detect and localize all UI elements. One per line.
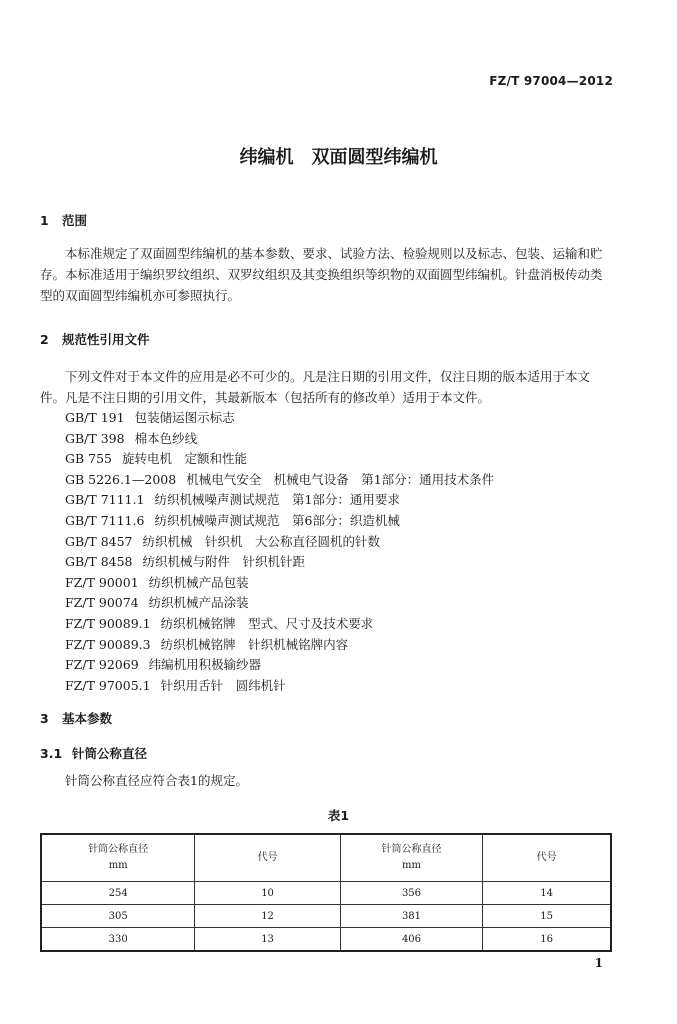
reference-item: [65, 408, 625, 429]
reference-code: FZ/T 90089.1: [65, 615, 151, 631]
subsection-3-1-text: 针筒公称直径应符合表1的规定。: [65, 773, 248, 788]
section-number: 2: [40, 332, 49, 347]
reference-item: [65, 429, 625, 450]
reference-item: [65, 614, 625, 635]
section-title: 基本参数: [62, 711, 113, 726]
reference-code: FZ/T 90074: [65, 595, 139, 611]
normative-references-list: [65, 408, 625, 696]
reference-code: GB/T 8457: [65, 533, 133, 549]
page-number: 1: [594, 956, 603, 970]
reference-code: FZ/T 90001: [65, 574, 139, 590]
table-cell: 356: [340, 882, 483, 905]
table-row: [41, 905, 611, 928]
reference-code: GB/T 8458: [65, 554, 133, 570]
section-1-heading: [40, 211, 87, 229]
reference-code: FZ/T 90089.3: [65, 636, 151, 652]
reference-title: 纺织机械产品涂装: [148, 595, 249, 611]
subsection-number: 3.1: [40, 746, 63, 761]
reference-item: [65, 655, 625, 676]
reference-code: GB/T 7111.1: [65, 492, 145, 508]
table-cell: 305: [41, 905, 195, 928]
table-cell: 406: [340, 928, 483, 952]
document-title: 纬编机 双面圆型纬编机: [239, 147, 438, 168]
table-row: [41, 928, 611, 952]
reference-code: FZ/T 97005.1: [65, 677, 151, 693]
table-row: [41, 882, 611, 905]
section-1-para-2: 本标准适用于编织罗纹组织、双罗纹组织及其变换组织等织物的双面圆型纬编机。针盘消极传动类型的双面圆型纬编机亦可参照执行。: [40, 267, 603, 303]
reference-item: [65, 573, 625, 594]
reference-code: GB/T 398: [65, 430, 125, 446]
reference-title: 纺织机械铭牌 型式、尺寸及技术要求: [160, 615, 374, 631]
reference-code: GB/T 191: [65, 410, 125, 425]
reference-title: 纺织机械产品包装: [148, 574, 249, 590]
reference-item: [65, 676, 625, 697]
table-cell: 330: [41, 928, 195, 952]
reference-title: 纬编机用积极输纱器: [148, 657, 262, 673]
reference-item: [65, 635, 625, 656]
reference-title: 针织用舌针 圆纬机针: [160, 677, 286, 693]
header-code-left: 代号: [195, 834, 340, 882]
table-cell: 12: [195, 905, 340, 928]
reference-title: 旋转电机 定额和性能: [122, 451, 248, 467]
reference-title: 纺织机械 针织机 大公称直径圆机的针数: [142, 533, 381, 549]
reference-title: 机械电气安全 机械电气设备 第1部分：通用技术条件: [186, 471, 495, 487]
reference-title: 包装储运图示标志: [134, 410, 235, 425]
section-2-heading: [40, 330, 150, 348]
subsection-3-1-heading: [40, 744, 147, 762]
table-cell: 15: [483, 905, 611, 928]
table-header-row: [41, 834, 611, 882]
table-cell: 13: [195, 928, 340, 952]
table-cell: 254: [41, 882, 195, 905]
header-diameter-right: 针筒公称直径 mm: [340, 834, 483, 882]
reference-code: FZ/T 92069: [65, 657, 139, 673]
reference-item: [65, 449, 625, 470]
table-cell: 14: [483, 882, 611, 905]
section-number: 3: [40, 711, 49, 726]
table-cell: 381: [340, 905, 483, 928]
reference-item: [65, 470, 625, 491]
section-number: 1: [40, 213, 49, 228]
section-2-intro: 下列文件对于本文件的应用是必不可少的。凡是注日期的引用文件，仅注日期的版本适用于本文件。凡是不注日期的引用文件，其最新版本（包括所有的修改单）适用于本文件。: [40, 369, 591, 405]
reference-item: [65, 490, 625, 511]
reference-title: 纺织机械铭牌 针织机械铭牌内容: [160, 636, 349, 652]
subsection-title: 针筒公称直径: [72, 746, 148, 761]
section-title: 规范性引用文件: [62, 332, 150, 347]
reference-item: [65, 511, 625, 532]
table-cell: 16: [483, 928, 611, 952]
reference-title: 纺织机械噪声测试规范 第6部分：织造机械: [154, 512, 400, 528]
header-code-right: 代号: [483, 834, 611, 882]
reference-code: GB/T 7111.6: [65, 512, 145, 528]
reference-title: 纺织机械噪声测试规范 第1部分：通用要求: [154, 492, 400, 508]
reference-item: [65, 532, 625, 553]
section-title: 范围: [62, 213, 88, 228]
reference-title: 纺织机械与附件 针织机针距: [142, 554, 306, 570]
header-diameter-left: 针筒公称直径 mm: [41, 834, 195, 882]
standard-code: FZ/T 97004—2012: [489, 74, 613, 88]
reference-item: [65, 552, 625, 573]
section-1-para-1: 本标准规定了双面圆型纬编机的基本参数、要求、试验方法、检验规则以及标志、包装、运输和贮存。: [40, 246, 603, 282]
reference-code: GB 755: [65, 451, 113, 467]
section-3-heading: [40, 709, 112, 727]
reference-item: [65, 593, 625, 614]
table-1: [40, 833, 612, 952]
table-caption: 表1: [327, 808, 350, 823]
reference-title: 棉本色纱线: [134, 430, 198, 446]
reference-code: GB 5226.1—2008: [65, 471, 177, 487]
table-cell: 10: [195, 882, 340, 905]
